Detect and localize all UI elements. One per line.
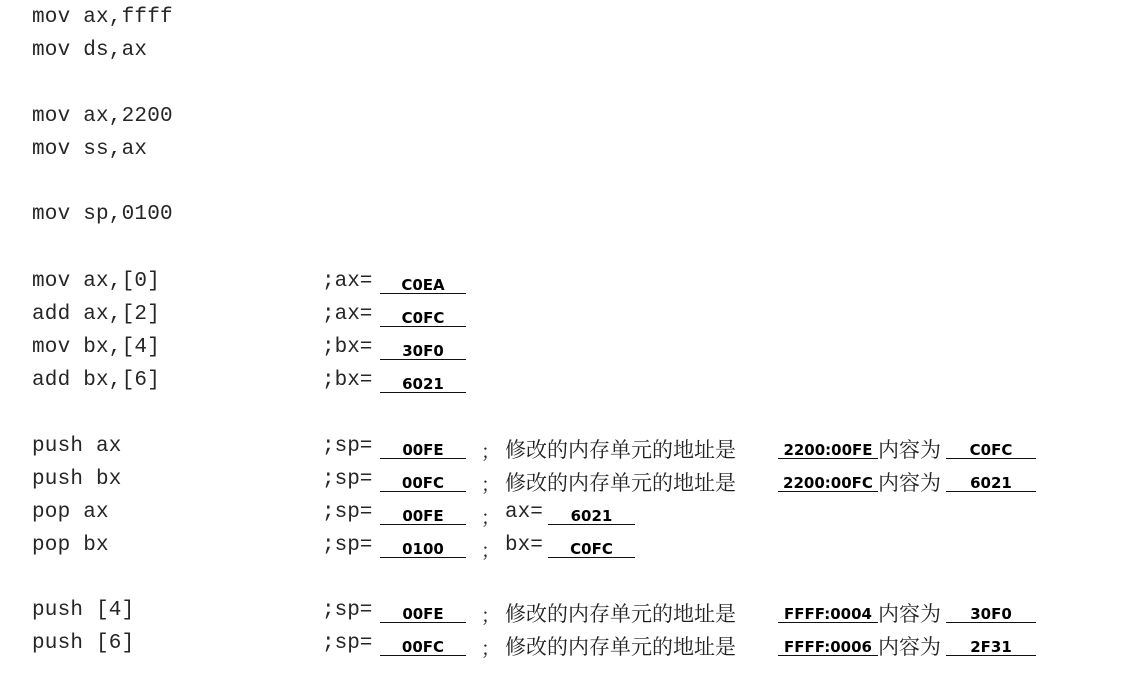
instruction: pop ax: [32, 501, 109, 524]
instruction: mov ax,[0]: [32, 270, 161, 293]
question-text: 内容为: [878, 635, 941, 659]
separator: ；: [481, 540, 501, 562]
separator: ；: [481, 507, 501, 529]
answer-blank: 6021: [380, 367, 466, 393]
instruction: mov sp,0100: [32, 203, 173, 226]
question-text: 修改的内存单元的地址是: [505, 438, 736, 462]
answer-blank: 00FC: [380, 630, 466, 656]
instruction: push [6]: [32, 632, 135, 655]
answer-blank: C0FC: [380, 301, 466, 327]
code-line: [0, 37, 1138, 70]
instruction: mov ax,ffff: [32, 6, 173, 29]
address-blank: FFFF:0006: [778, 630, 878, 656]
question-text: 内容为: [878, 602, 941, 626]
comment-label: ;sp=: [322, 534, 373, 557]
address-blank: 2200:00FC: [778, 466, 878, 492]
separator: ；: [481, 638, 501, 660]
instruction: mov ds,ax: [32, 39, 148, 62]
code-line: [0, 103, 1138, 136]
register-blank: C0FC: [548, 532, 635, 558]
comment-label: ;bx=: [322, 336, 373, 359]
answer-blank: C0EA: [380, 268, 466, 294]
comment-label: ;sp=: [322, 632, 373, 655]
address-blank: FFFF:0004: [778, 597, 878, 623]
code-line: [0, 630, 1138, 663]
answer-blank: 00FC: [380, 466, 466, 492]
instruction: add ax,[2]: [32, 303, 161, 326]
code-line: [0, 433, 1138, 466]
answer-blank: 00FE: [380, 597, 466, 623]
code-line: [0, 334, 1138, 367]
code-line: [0, 136, 1138, 169]
code-line: [0, 4, 1138, 37]
code-line: [0, 466, 1138, 499]
separator: ；: [481, 474, 501, 496]
question-text: 修改的内存单元的地址是: [505, 602, 736, 626]
instruction: push [4]: [32, 599, 135, 622]
comment-label: ;sp=: [322, 501, 373, 524]
question-text: 修改的内存单元的地址是: [505, 635, 736, 659]
comment-label: ;ax=: [322, 303, 373, 326]
code-line: [0, 201, 1138, 234]
content-blank: C0FC: [946, 433, 1036, 459]
register-label: ax=: [505, 501, 543, 524]
question-text: 内容为: [878, 471, 941, 495]
code-line: [0, 301, 1138, 334]
answer-blank: 00FE: [380, 433, 466, 459]
comment-label: ;sp=: [322, 435, 373, 458]
comment-label: ;sp=: [322, 468, 373, 491]
address-blank: 2200:00FE: [778, 433, 878, 459]
instruction: add bx,[6]: [32, 369, 161, 392]
instruction: mov ax,2200: [32, 105, 173, 128]
content-blank: 6021: [946, 466, 1036, 492]
instruction: mov bx,[4]: [32, 336, 161, 359]
code-line: [0, 268, 1138, 301]
instruction: push bx: [32, 468, 122, 491]
answer-blank: 00FE: [380, 499, 466, 525]
question-text: 内容为: [878, 438, 941, 462]
code-line: [0, 532, 1138, 565]
code-line: [0, 367, 1138, 400]
instruction: mov ss,ax: [32, 138, 148, 161]
content-blank: 2F31: [946, 630, 1036, 656]
separator: ；: [481, 441, 501, 463]
register-label: bx=: [505, 534, 543, 557]
code-line: [0, 499, 1138, 532]
instruction: pop bx: [32, 534, 109, 557]
code-line: [0, 597, 1138, 630]
separator: ；: [481, 605, 501, 627]
comment-label: ;bx=: [322, 369, 373, 392]
question-text: 修改的内存单元的地址是: [505, 471, 736, 495]
answer-blank: 0100: [380, 532, 466, 558]
instruction: push ax: [32, 435, 122, 458]
content-blank: 30F0: [946, 597, 1036, 623]
answer-blank: 30F0: [380, 334, 466, 360]
comment-label: ;ax=: [322, 270, 373, 293]
register-blank: 6021: [548, 499, 635, 525]
comment-label: ;sp=: [322, 599, 373, 622]
